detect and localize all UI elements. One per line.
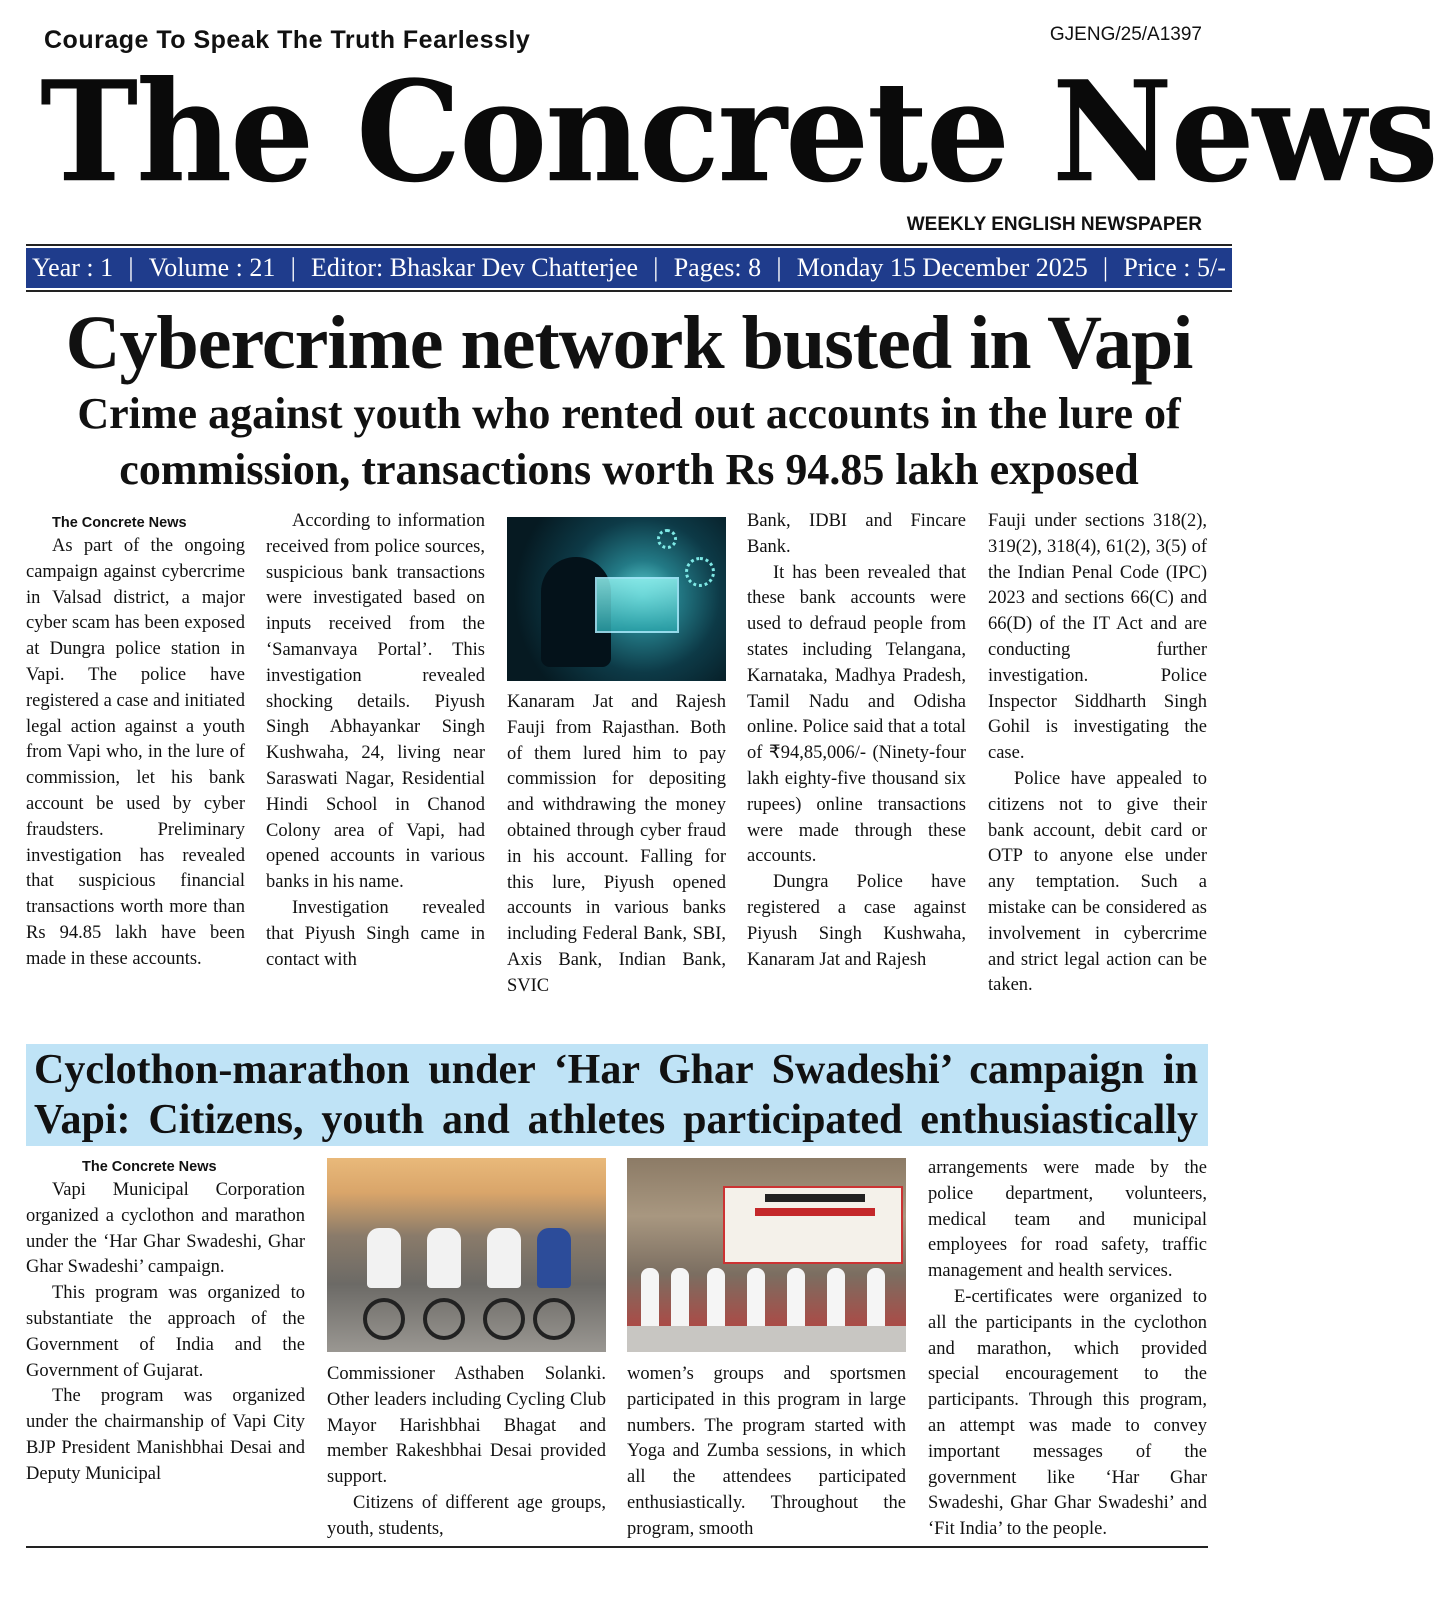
story1-column-4 [747,509,966,973]
story1-paragraph: Fauji under sections 318(2), 319(2), 318(4), 61(2), 3(5) of the Indian Penal Code (IPC) 2023 and sections 66(C) and 66(D) of the IT Act and are conducting further investigation. Police Inspector Siddharth Singh Gohil is investigating the case. [988,511,1207,764]
story2-paragraph: The program was organized under the chairmanship of Vapi City BJP President Manishbhai Desai and Deputy Municipal [26,1386,305,1484]
person-figure [671,1268,689,1332]
story2-column-3 [627,1362,906,1543]
laptop-screen [595,577,679,633]
story1-paragraph: According to information received from police sources, suspicious bank transactions were investigated based on inputs received from the ‘Samanvaya Portal’. This investigation revealed shocking details. Piyush Singh Abhayankar Singh Kushwaha, 24, living near Saraswati Nagar, Residential Hindi School in Chanod Colony area of Vapi, had opened accounts in various banks in his name. [266,511,485,893]
story2-paragraph: arrangements were made by the police department, volunteers, medical team and municipal employees for road safety, traffic management and health services. [928,1158,1207,1282]
bicycle-wheel [363,1298,405,1340]
story2-column-1 [26,1156,305,1488]
issue-editor: Editor: Bhaskar Dev Chatterjee [311,253,639,282]
person-figure [867,1268,885,1332]
newspaper-subtitle: WEEKLY ENGLISH NEWSPAPER [906,214,1202,235]
story1-column-1 [26,512,245,973]
story2-paragraph: women’s groups and sportsmen participated in this program in large numbers. The program started with Yoga and Zumba sessions, in which all the attendees participated enthusiastically. Throughout the program, smooth [627,1364,906,1539]
issue-info-bar: Year : 1 | Volume : 21 | Editor: Bhaskar Dev Chatterjee | Pages: 8 | Monday 15 December 2025 | Price : 5/- [26,248,1232,288]
story2-column-2 [327,1362,606,1543]
story2-byline: The Concrete News [82,1159,217,1175]
story1-paragraph: Kanaram Jat and Rajesh Fauji from Rajasthan. Both of them lured him to pay commission for depositing and withdrawing the money obtained through cyber fraud in his account. Falling for this lure, Piyush opened accounts in various banks including Federal Bank, SBI, Axis Bank, Indian Bank, SVIC [507,692,726,996]
story2-paragraph: Citizens of different age groups, youth, students, [327,1492,606,1539]
cyclist-figure [537,1228,571,1288]
cyclist-figure [427,1228,461,1288]
divider [26,244,1232,246]
bicycle-wheel [483,1298,525,1340]
person-figure [787,1268,805,1332]
tagline: Courage To Speak The Truth Fearlessly [44,26,531,54]
story1-headline: Cybercrime network busted in Vapi [65,301,1193,385]
person-figure [707,1268,725,1332]
divider [26,290,1232,292]
story1-subhead: Crime against youth who rented out accounts in the lure of commission, transactions worth Rs 94.85 lakh exposed [77,389,1181,494]
story2-paragraph: Vapi Municipal Corporation organized a cyclothon and marathon under the ‘Har Ghar Swadeshi, Ghar Ghar Swadeshi’ campaign. [26,1180,305,1278]
story1-byline: The Concrete News [52,515,187,531]
stage-photo [627,1158,906,1352]
person-figure [747,1268,765,1332]
story2-column-4 [928,1156,1207,1543]
stage-floor [627,1326,906,1352]
bicycle-wheel [423,1298,465,1340]
bicycle-wheel [533,1298,575,1340]
cyclothon-photo [327,1158,606,1352]
masthead-title: The Concrete News [40,51,1437,214]
story1-column-3 [507,690,726,1000]
campaign-banner [723,1186,903,1264]
story1-paragraph: Dungra Police have registered a case against Piyush Singh Kushwaha, Kanaram Jat and Rajesh [747,872,966,970]
story1-paragraph: It has been revealed that these bank accounts were used to defraud people from states including Telangana, Karnataka, Madhya Pradesh, Tamil Nadu and Odisha online. Police said that a total of ₹94,85,006/- (Ninety-four lakh eighty-five thousand six rupees) online transactions were made through these accounts. [747,562,966,867]
story1-paragraph: As part of the ongoing campaign against cybercrime in Valsad district, a major cyber scam has been exposed at Dungra police station in Vapi. The police have registered a case and initiated legal action against a youth from Vapi who, in the lure of commission, let his bank account be used by cyber fraudsters. Preliminary investigation has revealed that suspicious financial transactions worth more than Rs 94.85 lakh have been made in these accounts. [26,536,245,969]
story1-paragraph: Police have appealed to citizens not to give their bank account, debit card or OTP to anyone else under any temptation. Such a mistake can be considered as involvement in cybercrime and strict legal action can be taken. [988,768,1207,996]
cyclist-figure [367,1228,401,1288]
cyclist-figure [487,1228,521,1288]
virus-icon [685,557,715,587]
virus-icon [657,529,677,549]
cybercrime-photo [507,517,726,681]
story2-paragraph: Commissioner Asthaben Solanki. Other leaders including Cycling Club Mayor Harishbhai Bhagat and member Rakeshbhai Desai provided support. [327,1364,606,1488]
issue-date: Monday 15 December 2025 [796,253,1088,282]
person-figure [641,1268,659,1332]
story2-headline: Cyclothon-marathon under ‘Har Ghar Swadeshi’ campaign in Vapi: Citizens, youth and athletes participated enthusiastically [26,1044,1208,1146]
issue-volume: Volume : 21 [148,253,276,282]
story1-paragraph: Bank, IDBI and Fincare Bank. [747,511,966,557]
story1-column-2 [266,509,485,973]
registration-number: GJENG/25/A1397 [1049,24,1202,45]
story1-column-5 [988,509,1207,999]
issue-pages: Pages: 8 [673,253,762,282]
person-figure [827,1268,845,1332]
story1-paragraph: Investigation revealed that Piyush Singh came in contact with [266,897,485,970]
issue-price: Price : 5/- [1123,253,1226,282]
story2-paragraph: E-certificates were organized to all the participants in the cyclothon and marathon, which provided special encouragement to the participants. Through this program, an attempt was made to convey important messages of the government like ‘Har Ghar Swadeshi, Ghar Ghar Swadeshi’ and ‘Fit India’ to the people. [928,1286,1207,1540]
issue-year: Year : 1 [32,253,114,282]
story2-paragraph: This program was organized to substantiate the approach of the Government of India and the Government of Gujarat. [26,1283,305,1381]
divider [26,1546,1208,1548]
